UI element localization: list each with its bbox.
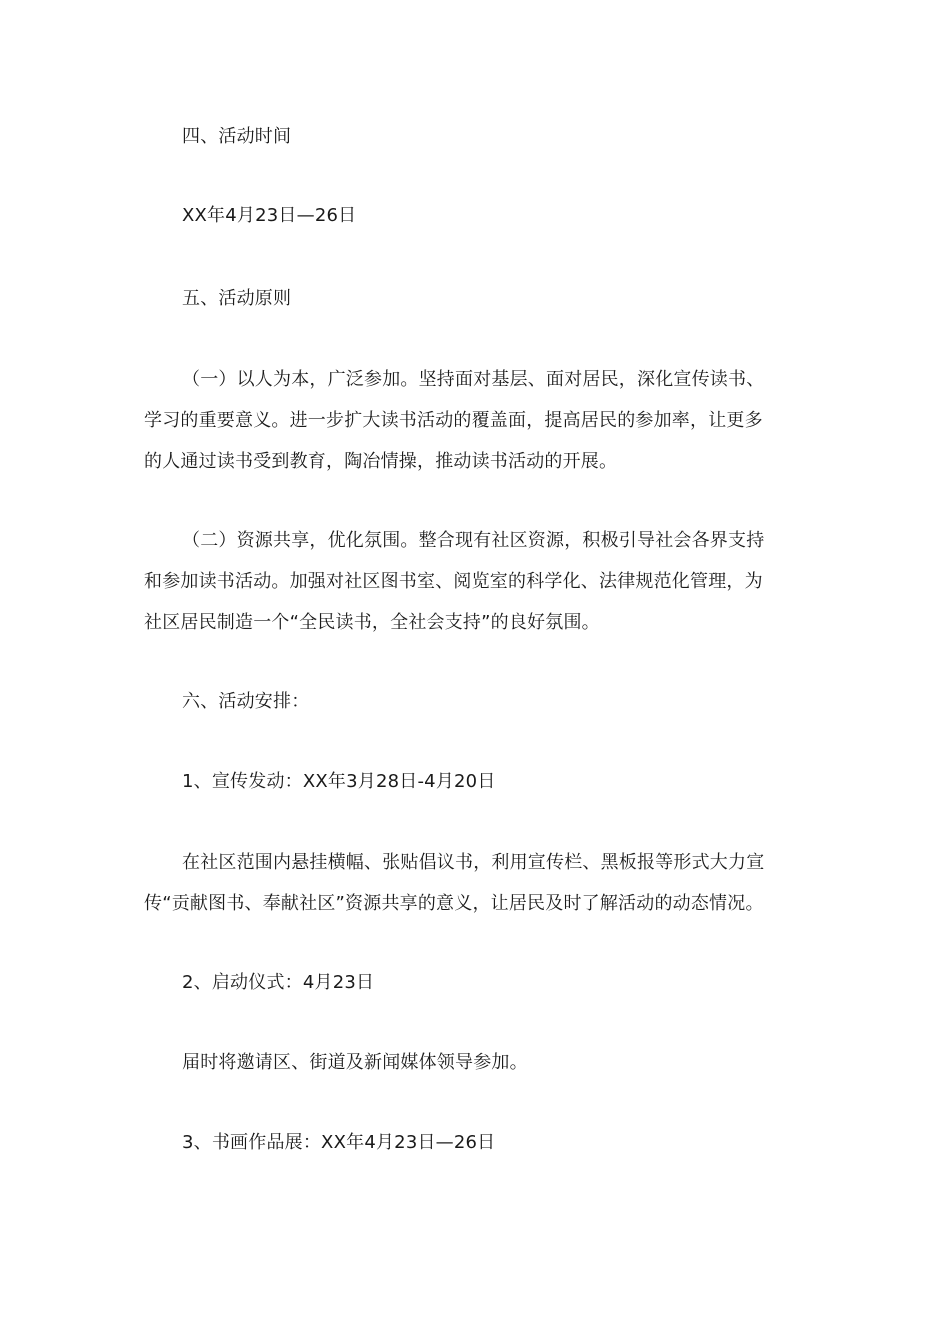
heading-activity-principles: 五、活动原则: [182, 288, 292, 309]
schedule-item-2: 2、启动仪式：4月23日: [182, 972, 375, 993]
principle-2-line-1: （二）资源共享，优化氛围。整合现有社区资源，积极引导社会各界支持: [182, 530, 765, 551]
principle-1-line-3: 的人通过读书受到教育，陶冶情操，推动读书活动的开展。: [144, 451, 618, 472]
principle-2-line-3: 社区居民制造一个“全民读书，全社会支持”的良好氛围。: [144, 612, 600, 633]
schedule-item-3: 3、书画作品展：XX年4月23日—26日: [182, 1132, 496, 1153]
heading-activity-schedule: 六、活动安排：: [182, 691, 310, 712]
principle-2-line-2: 和参加读书活动。加强对社区图书室、阅览室的科学化、法律规范化管理，为: [144, 571, 763, 592]
principle-1-line-2: 学习的重要意义。进一步扩大读书活动的覆盖面，提高居民的参加率，让更多: [144, 410, 763, 431]
activity-time-value: XX年4月23日—26日: [182, 205, 357, 226]
schedule-item-1-desc-line-2: 传“贡献图书、奉献社区”资源共享的意义，让居民及时了解活动的动态情况。: [144, 893, 764, 914]
heading-activity-time: 四、活动时间: [182, 126, 292, 147]
schedule-item-2-desc: 届时将邀请区、街道及新闻媒体领导参加。: [182, 1052, 528, 1073]
schedule-item-1: 1、宣传发动：XX年3月28日-4月20日: [182, 771, 496, 792]
principle-1-line-1: （一）以人为本，广泛参加。坚持面对基层、面对居民，深化宣传读书、: [182, 369, 765, 390]
schedule-item-1-desc-line-1: 在社区范围内悬挂横幅、张贴倡议书，利用宣传栏、黑板报等形式大力宣: [182, 852, 765, 873]
